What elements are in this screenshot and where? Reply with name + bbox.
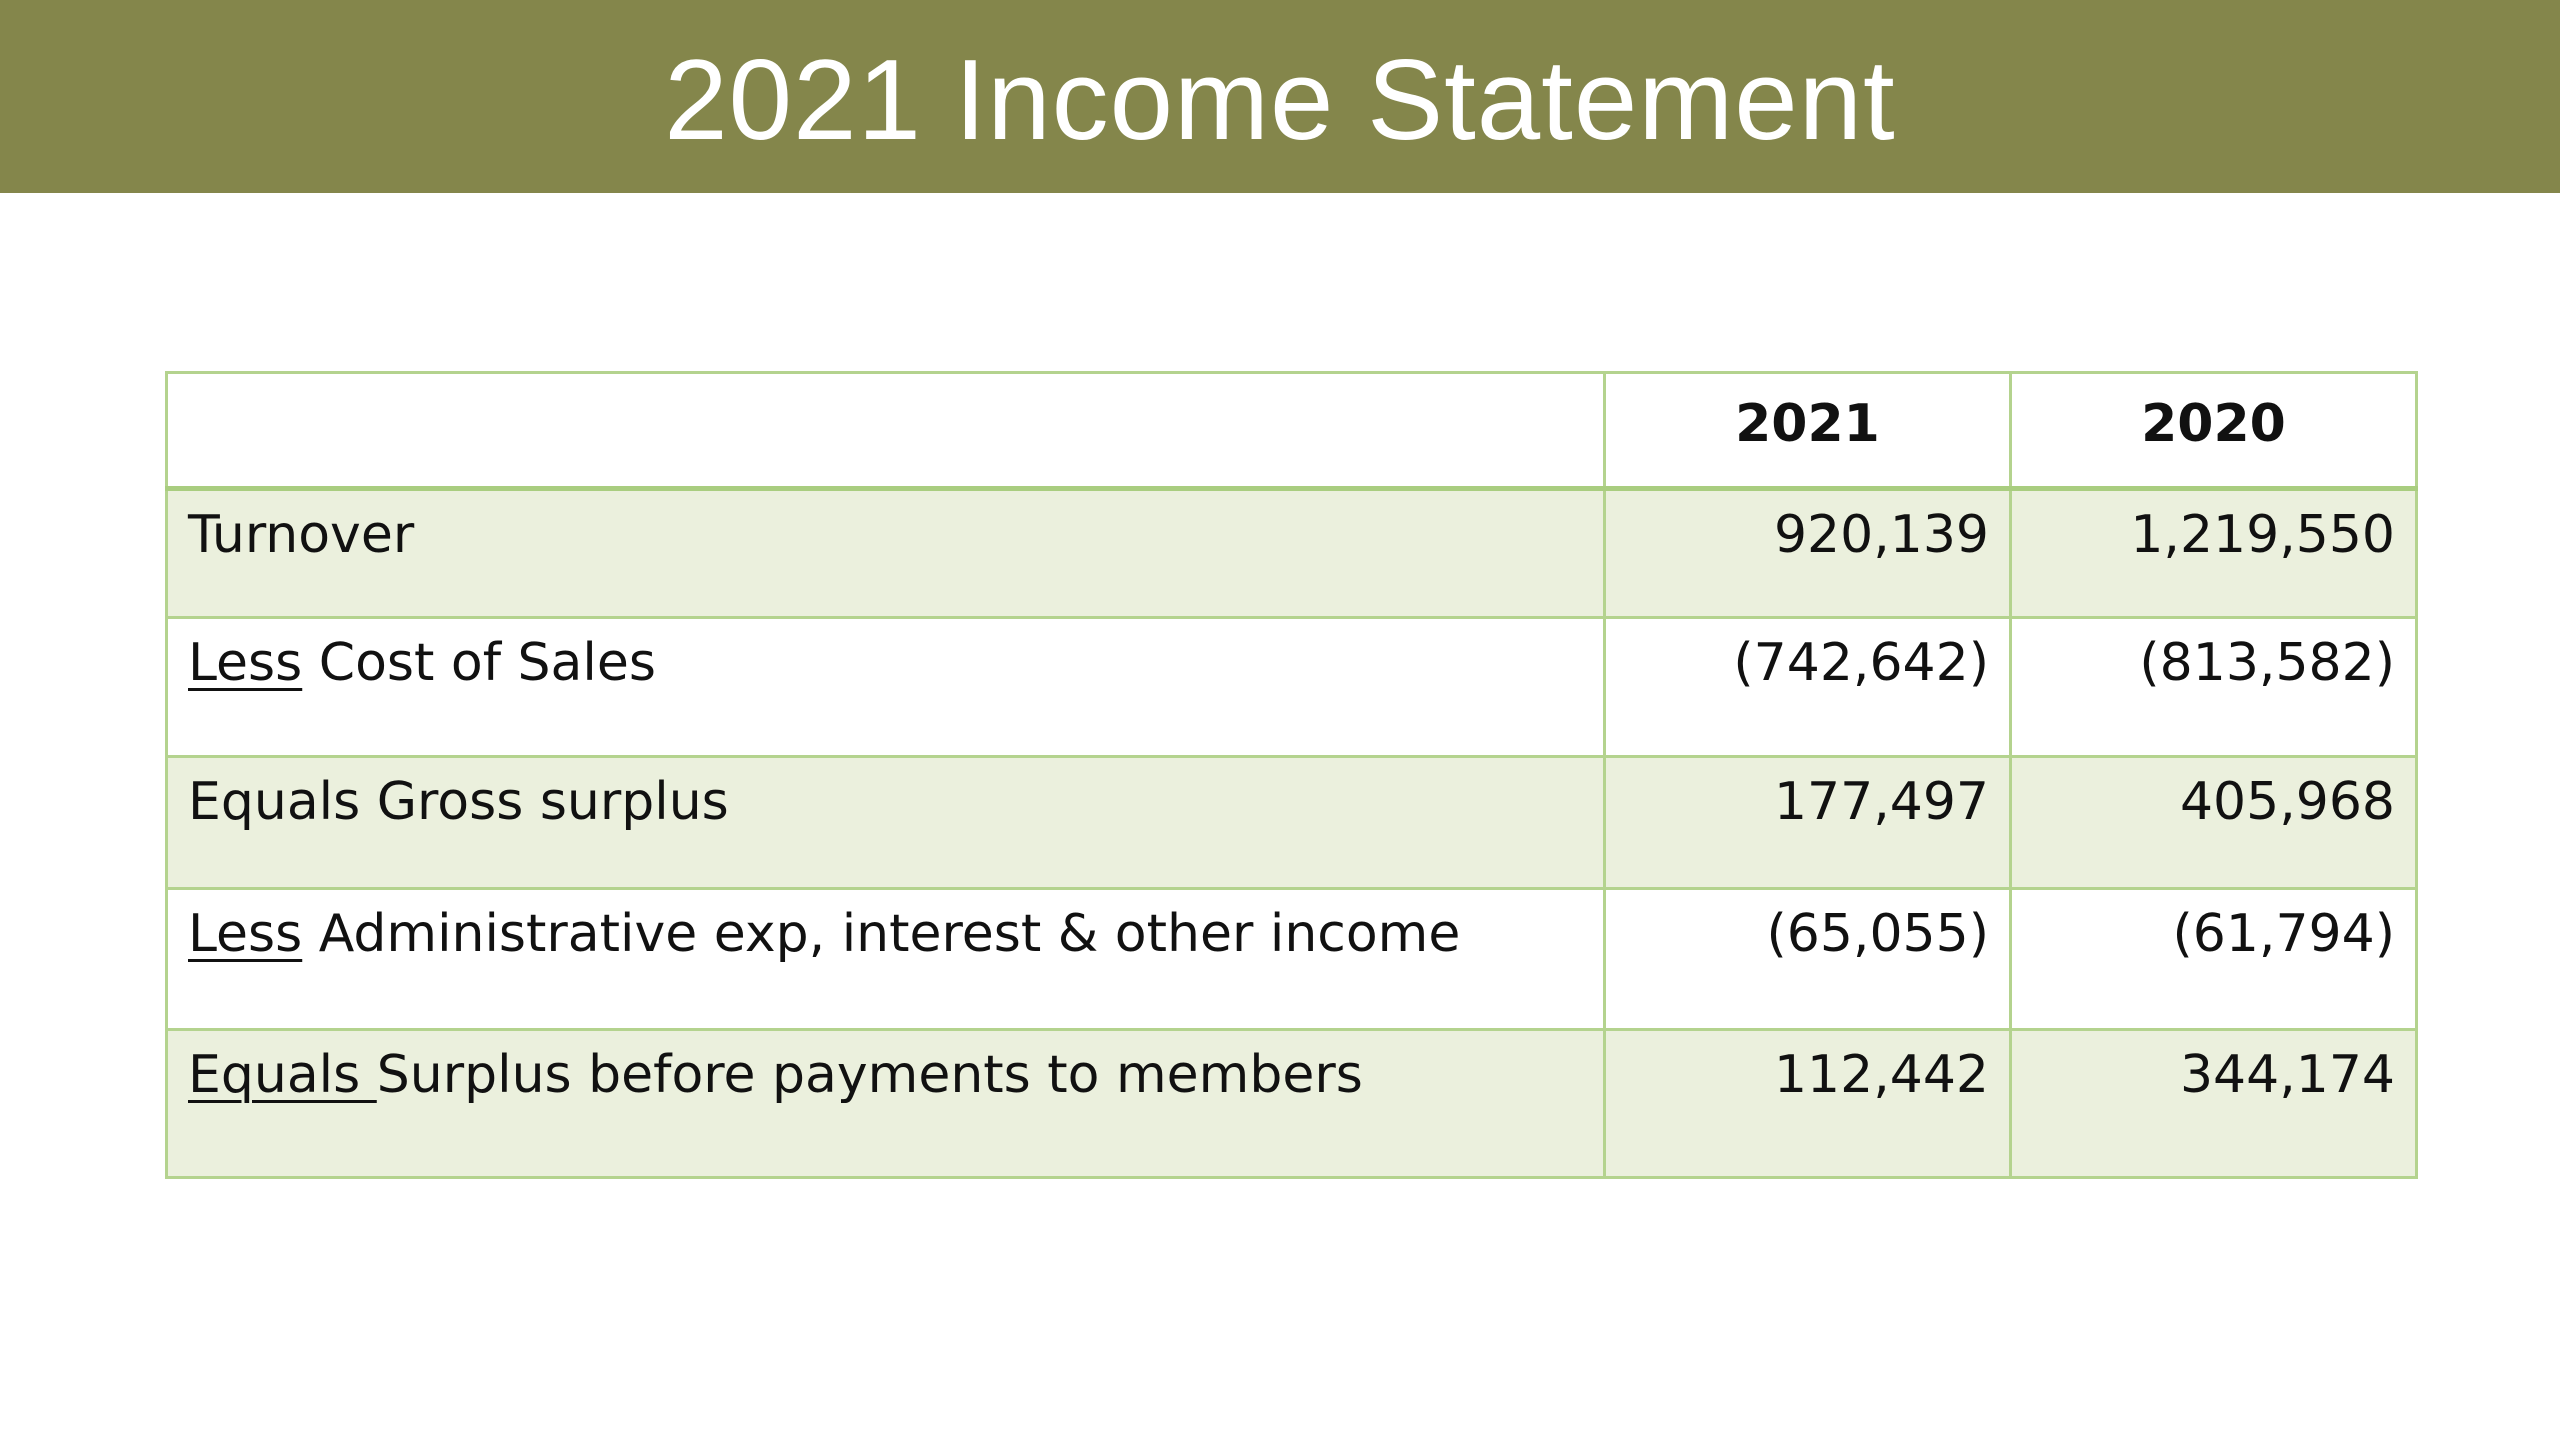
- value-2021: 920,139: [1605, 489, 2011, 618]
- slide-title: 2021 Income Statement: [664, 36, 1896, 164]
- row-prefix: Less: [188, 904, 303, 964]
- value-2020: 405,968: [2011, 757, 2417, 889]
- row-label-administrative-exp: [167, 889, 1605, 1030]
- table-row: [167, 889, 2417, 1030]
- row-label: Equals Gross surplus: [188, 772, 729, 832]
- row-label: Cost of Sales: [302, 633, 656, 693]
- header-label-cell: [167, 373, 1605, 489]
- row-label: Administrative exp, interest & other income: [302, 904, 1461, 964]
- row-label-gross-surplus: [167, 757, 1605, 889]
- value-2021: 112,442: [1605, 1030, 2011, 1178]
- value-2020: 344,174: [2011, 1030, 2417, 1178]
- income-statement-table-container: [165, 371, 2415, 1179]
- row-label-surplus-before-payments: [167, 1030, 1605, 1178]
- value-2021: (65,055): [1605, 889, 2011, 1030]
- value-2020: 1,219,550: [2011, 489, 2417, 618]
- title-bar: [0, 0, 2560, 193]
- table-header-row: [167, 373, 2417, 489]
- income-statement-table: [165, 371, 2418, 1179]
- row-label-turnover: [167, 489, 1605, 618]
- header-year-2020: 2020: [2011, 373, 2417, 489]
- table-row: [167, 618, 2417, 757]
- value-2021: (742,642): [1605, 618, 2011, 757]
- value-2021: 177,497: [1605, 757, 2011, 889]
- value-2020: (813,582): [2011, 618, 2417, 757]
- table-row: [167, 1030, 2417, 1178]
- header-year-2021: 2021: [1605, 373, 2011, 489]
- row-label-cost-of-sales: [167, 618, 1605, 757]
- row-prefix: Equals: [188, 1045, 377, 1105]
- row-prefix: Less: [188, 633, 303, 693]
- row-label: Turnover: [188, 505, 415, 565]
- table-row: [167, 757, 2417, 889]
- value-2020: (61,794): [2011, 889, 2417, 1030]
- row-label: Surplus before payments to members: [376, 1045, 1363, 1105]
- table-row: [167, 489, 2417, 618]
